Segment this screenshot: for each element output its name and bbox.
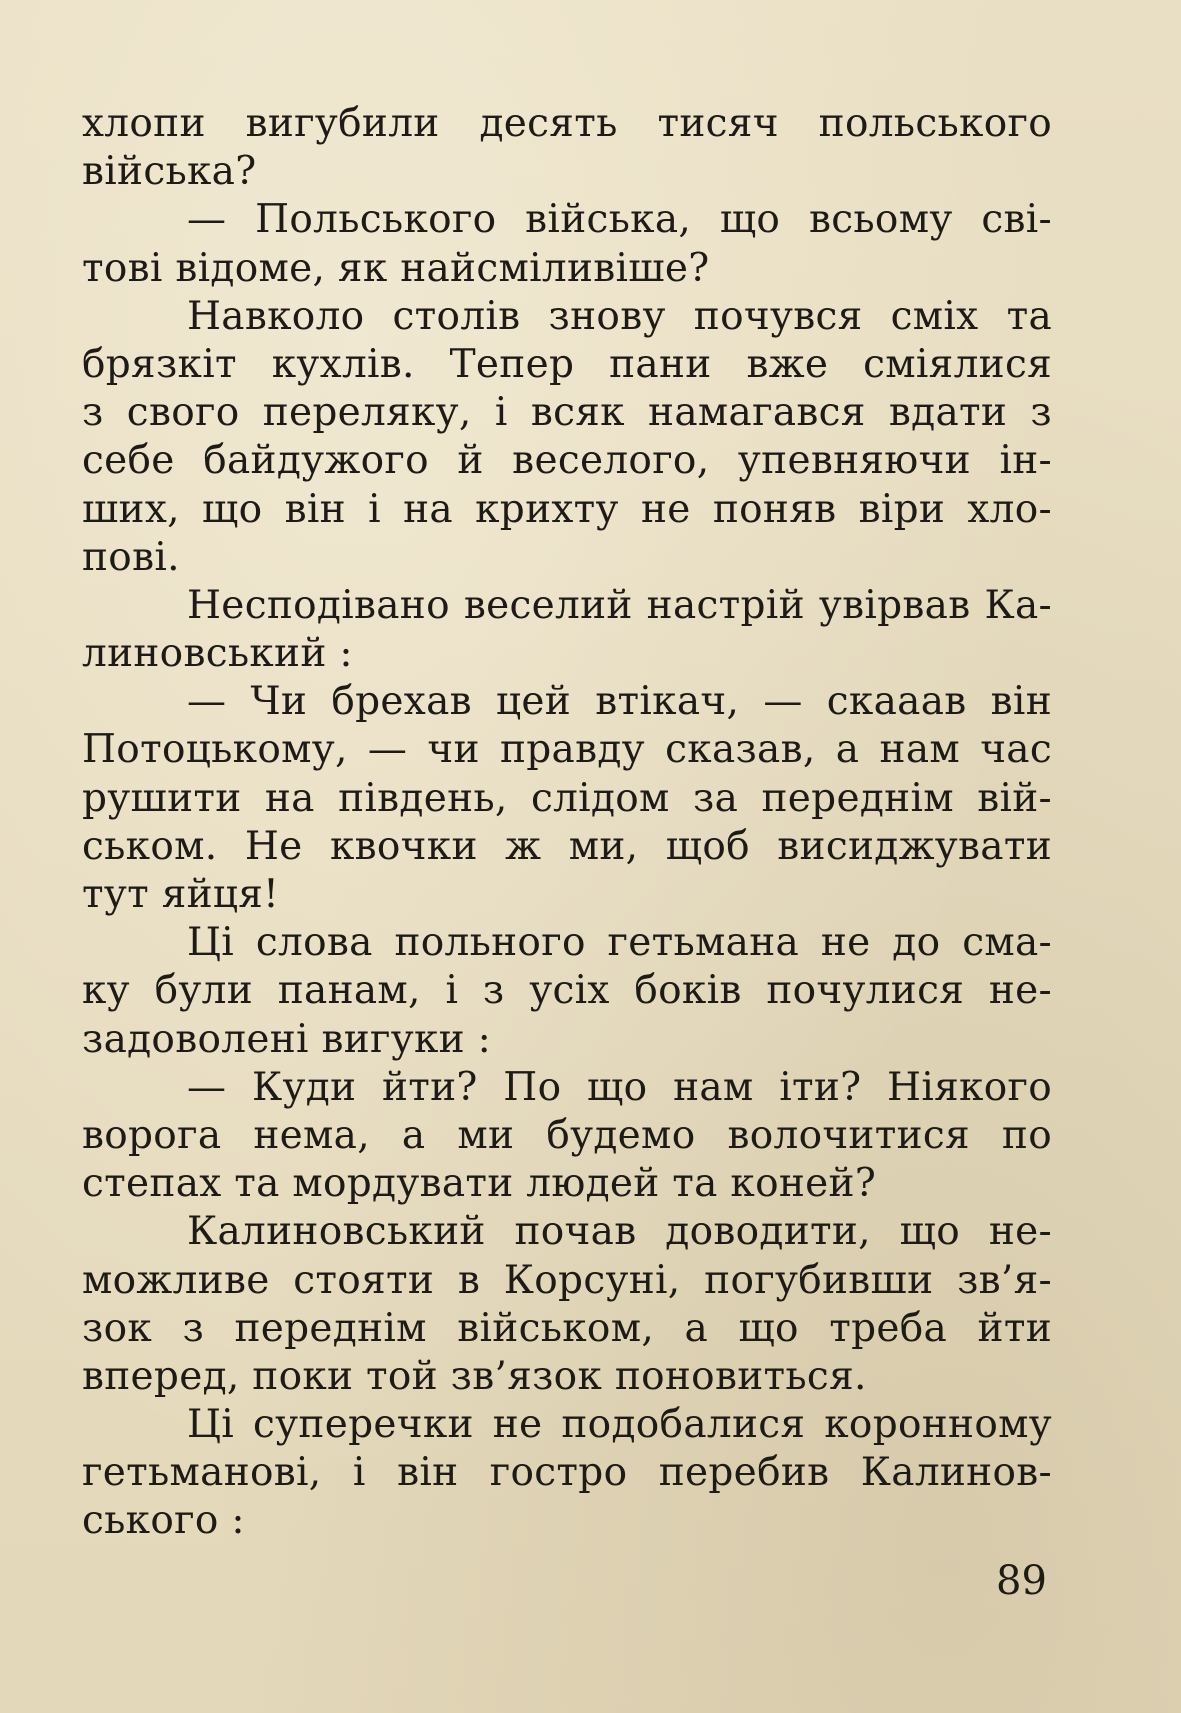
text-line: зок з переднім військом, а що треба йти bbox=[82, 1305, 1052, 1351]
text-line: ського : bbox=[82, 1498, 245, 1544]
text-line: линовський : bbox=[82, 631, 353, 677]
text-line: ку були панам, і з усіх боків почулися не- bbox=[82, 968, 1052, 1014]
text-line: війська? bbox=[82, 149, 257, 195]
text-line: тут яйця! bbox=[82, 872, 280, 917]
text-line: рушити на південь, слідом за переднім вій- bbox=[82, 775, 1052, 821]
text-line: тові відоме, як найсміливіше? bbox=[82, 245, 710, 291]
body-text bbox=[82, 100, 1052, 1546]
text-line: — Чи брехав цей втікач, — скааав він bbox=[187, 679, 1052, 725]
text-line: можливе стояти в Корсуні, погубивши зв’я- bbox=[82, 1257, 1052, 1303]
text-line: Потоцькому, — чи правду сказав, а нам час bbox=[82, 727, 1052, 773]
text-line: ших, що він і на крихту не поняв віри хло- bbox=[82, 486, 1052, 532]
text-line: брязкіт кухлів. Тепер пани вже сміялися bbox=[82, 341, 1052, 387]
text-line: хлопи вигубили десять тисяч польського bbox=[82, 101, 1052, 146]
text-line: Калиновський почав доводити, що не- bbox=[187, 1209, 1052, 1255]
text-line: пові. bbox=[82, 534, 180, 580]
text-line: себе байдужого й веселого, упевняючи ін- bbox=[82, 438, 1052, 484]
text-line: ворога нема, а ми будемо волочитися по bbox=[82, 1112, 1052, 1158]
text-line: Навколо столів знову почувся сміх та bbox=[187, 293, 1052, 339]
text-line: — Польського війська, що всьому сві- bbox=[187, 197, 1052, 243]
text-line: гетьманові, і він гостро перебив Калинов- bbox=[82, 1450, 1052, 1496]
text-line: Ці суперечки не подобалися коронному bbox=[187, 1402, 1052, 1448]
page-number: 89 bbox=[996, 1558, 1047, 1604]
text-line: Ці слова польного гетьмана не до сма- bbox=[187, 920, 1052, 966]
text-line: ськом. Не квочки ж ми, щоб висиджувати bbox=[82, 823, 1052, 869]
text-line: вперед, поки той зв’язок поновиться. bbox=[82, 1353, 867, 1399]
text-line: — Куди йти? По що нам іти? Ніякого bbox=[187, 1064, 1052, 1110]
text-line: задоволені вигуки : bbox=[82, 1016, 492, 1062]
text-line: Несподівано веселий настрій увірвав Ка- bbox=[187, 582, 1052, 628]
text-line: степах та мордувати людей та коней? bbox=[82, 1161, 877, 1207]
text-line: з свого переляку, і всяк намагався вдати з bbox=[82, 390, 1052, 436]
